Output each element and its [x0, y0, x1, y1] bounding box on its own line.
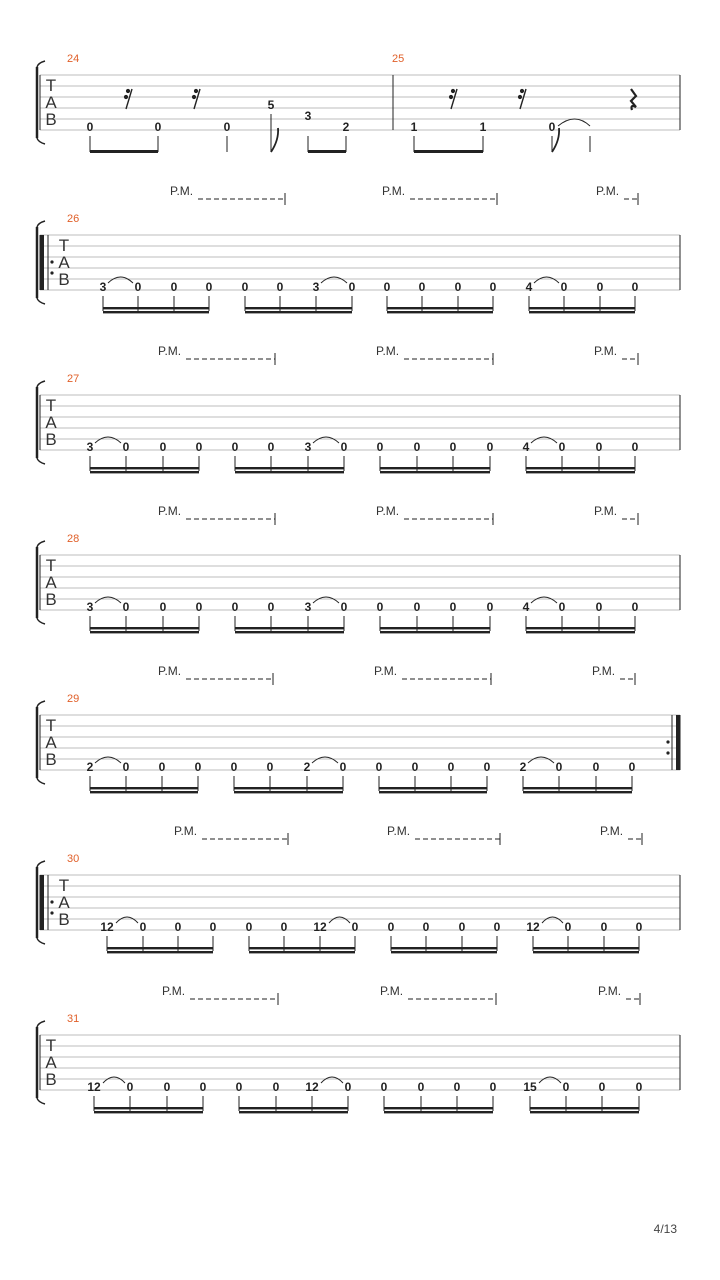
- note-beam: [526, 631, 635, 633]
- fret-number: 0: [267, 440, 275, 454]
- note-beam: [103, 311, 209, 313]
- fret-number: 0: [205, 280, 213, 294]
- note-beam: [239, 1107, 348, 1109]
- fret-number: 0: [241, 280, 249, 294]
- tab-clef-letter: T: [45, 396, 57, 415]
- note-beam: [234, 791, 343, 793]
- tie-arc: [312, 757, 338, 763]
- note-beam: [90, 627, 199, 629]
- note-beam: [90, 467, 199, 469]
- tab-clef-letter: A: [45, 93, 57, 112]
- fret-number: 0: [339, 760, 347, 774]
- rest-flag-dot: [518, 95, 522, 99]
- note-beam: [239, 1111, 348, 1113]
- palm-mute-label: P.M.: [376, 504, 400, 518]
- fret-number: 0: [351, 920, 359, 934]
- fret-number: 0: [418, 280, 426, 294]
- sixteenth-rest: [192, 89, 200, 109]
- fret-number: 12: [87, 1080, 101, 1094]
- fret-number: 0: [489, 1080, 497, 1094]
- fret-number: 12: [100, 920, 114, 934]
- palm-mute-label: P.M.: [592, 664, 616, 678]
- note-beam: [379, 791, 487, 793]
- fret-number: 0: [230, 760, 238, 774]
- note-beam: [235, 467, 344, 469]
- fret-number: 1: [410, 120, 418, 134]
- note-beam: [387, 311, 493, 313]
- fret-number: 12: [305, 1080, 319, 1094]
- fret-number: 0: [453, 1080, 461, 1094]
- fret-number: 3: [304, 600, 312, 614]
- fret-number: 0: [417, 1080, 425, 1094]
- rest-flag-dot: [520, 89, 524, 93]
- note-beam: [94, 1111, 203, 1113]
- note-beam: [533, 951, 639, 953]
- fret-number: 0: [562, 1080, 570, 1094]
- fret-number: 0: [595, 600, 603, 614]
- fret-number: 0: [340, 600, 348, 614]
- palm-mute-label: P.M.: [158, 664, 182, 678]
- fret-number: 0: [272, 1080, 280, 1094]
- tab-clef-letter: B: [45, 430, 57, 449]
- rest-flag-dot: [192, 95, 196, 99]
- palm-mute-label: P.M.: [174, 824, 198, 838]
- fret-number: 0: [195, 600, 203, 614]
- fret-number: 0: [209, 920, 217, 934]
- tie-arc: [329, 917, 350, 923]
- fret-number: 0: [170, 280, 178, 294]
- tab-clef-letter: T: [58, 236, 70, 255]
- measure-number: 28: [67, 533, 80, 545]
- fret-number: 0: [383, 280, 391, 294]
- fret-number: 0: [631, 440, 639, 454]
- fret-number: 0: [635, 1080, 643, 1094]
- fret-number: 0: [348, 280, 356, 294]
- fret-number: 0: [422, 920, 430, 934]
- tab-clef-letter: B: [58, 270, 70, 289]
- fret-number: 0: [280, 920, 288, 934]
- note-beam: [380, 471, 490, 473]
- rest-flag-dot: [451, 89, 455, 93]
- tab-clef-letter: A: [45, 1053, 57, 1072]
- fret-number: 0: [159, 440, 167, 454]
- palm-mute-label: P.M.: [170, 184, 194, 198]
- note-beam: [234, 787, 343, 789]
- bracket-curl: [37, 778, 45, 784]
- fret-number: 0: [344, 1080, 352, 1094]
- tie-arc: [95, 757, 121, 763]
- note-beam: [380, 467, 490, 469]
- note-flag: [271, 128, 278, 152]
- note-beam: [529, 307, 635, 309]
- fret-number: 0: [413, 440, 421, 454]
- note-beam: [107, 951, 213, 953]
- bracket-curl: [37, 61, 45, 67]
- fret-number: 0: [387, 920, 395, 934]
- note-beam: [94, 1107, 203, 1109]
- palm-mute-label: P.M.: [162, 984, 186, 998]
- palm-mute-label: P.M.: [158, 344, 182, 358]
- fret-number: 5: [267, 98, 275, 112]
- tie-arc: [534, 277, 559, 283]
- measure-number: 24: [67, 53, 80, 65]
- tie-arc: [95, 597, 121, 603]
- bracket-curl: [37, 138, 45, 144]
- fret-number: 0: [376, 440, 384, 454]
- bracket-curl: [37, 618, 45, 624]
- bracket-curl: [37, 458, 45, 464]
- fret-number: 0: [486, 600, 494, 614]
- fret-number: 3: [304, 440, 312, 454]
- sixteenth-rest: [124, 89, 132, 109]
- quarter-rest: [631, 89, 636, 110]
- bracket-curl: [37, 541, 45, 547]
- fret-number: 0: [631, 280, 639, 294]
- fret-number: 0: [122, 760, 130, 774]
- palm-mute-label: P.M.: [374, 664, 398, 678]
- tab-clef-letter: A: [45, 573, 57, 592]
- bracket-curl: [37, 701, 45, 707]
- bracket-curl: [37, 861, 45, 867]
- fret-number: 0: [276, 280, 284, 294]
- fret-number: 0: [245, 920, 253, 934]
- note-beam: [90, 471, 199, 473]
- note-beam: [235, 471, 344, 473]
- note-beam: [107, 947, 213, 949]
- repeat-dot: [666, 751, 669, 754]
- fret-number: 0: [159, 600, 167, 614]
- fret-number: 3: [304, 109, 312, 123]
- fret-number: 0: [86, 120, 94, 134]
- palm-mute-label: P.M.: [598, 984, 622, 998]
- fret-number: 0: [483, 760, 491, 774]
- note-beam: [249, 951, 355, 953]
- note-beam: [526, 627, 635, 629]
- repeat-start-thick-bar: [40, 875, 44, 930]
- fret-number: 0: [139, 920, 147, 934]
- fret-number: 1: [479, 120, 487, 134]
- palm-mute-label: P.M.: [158, 504, 182, 518]
- palm-mute-label: P.M.: [382, 184, 406, 198]
- fret-number: 0: [231, 600, 239, 614]
- palm-mute-label: P.M.: [376, 344, 400, 358]
- bracket-curl: [37, 1098, 45, 1104]
- palm-mute-label: P.M.: [596, 184, 620, 198]
- tie-arc: [103, 1077, 125, 1083]
- fret-number: 0: [380, 1080, 388, 1094]
- palm-mute-label: P.M.: [594, 504, 618, 518]
- fret-number: 0: [158, 760, 166, 774]
- measure-number: 25: [392, 53, 405, 65]
- fret-number: 12: [526, 920, 540, 934]
- note-beam: [391, 951, 497, 953]
- note-beam: [103, 307, 209, 309]
- palm-mute-label: P.M.: [387, 824, 411, 838]
- bracket-curl: [37, 381, 45, 387]
- note-beam: [90, 791, 198, 793]
- bracket-curl: [37, 1021, 45, 1027]
- measure-number: 31: [67, 1013, 80, 1025]
- note-beam: [523, 787, 632, 789]
- repeat-start-thick-bar: [40, 235, 44, 290]
- tie-arc: [321, 277, 347, 283]
- repeat-end-thick-bar: [676, 715, 680, 770]
- fret-number: 0: [231, 440, 239, 454]
- tie-arc: [558, 119, 590, 126]
- fret-number: 0: [555, 760, 563, 774]
- note-beam: [380, 627, 490, 629]
- fret-number: 0: [235, 1080, 243, 1094]
- fret-number: 0: [163, 1080, 171, 1094]
- fret-number: 0: [548, 120, 556, 134]
- fret-number: 0: [194, 760, 202, 774]
- fret-number: 0: [592, 760, 600, 774]
- tie-arc: [313, 597, 339, 603]
- fret-number: 3: [86, 440, 94, 454]
- fret-number: 0: [449, 600, 457, 614]
- fret-number: 0: [340, 440, 348, 454]
- sixteenth-rest: [449, 89, 457, 109]
- tab-clef-letter: A: [58, 253, 70, 272]
- measure-number: 30: [67, 853, 80, 865]
- note-beam: [530, 1111, 639, 1113]
- fret-number: 0: [635, 920, 643, 934]
- note-beam: [235, 627, 344, 629]
- fret-number: 0: [598, 1080, 606, 1094]
- tie-arc: [116, 917, 138, 923]
- rest-flag-dot: [194, 89, 198, 93]
- note-beam: [387, 307, 493, 309]
- palm-mute-label: P.M.: [594, 344, 618, 358]
- fret-number: 0: [223, 120, 231, 134]
- fret-number: 0: [266, 760, 274, 774]
- fret-number: 0: [375, 760, 383, 774]
- fret-number: 2: [519, 760, 527, 774]
- page-indicator: 4/13: [653, 1222, 677, 1236]
- fret-number: 0: [126, 1080, 134, 1094]
- tie-arc: [321, 1077, 343, 1083]
- tab-clef-letter: B: [58, 910, 70, 929]
- fret-number: 4: [522, 600, 530, 614]
- fret-number: 3: [99, 280, 107, 294]
- fret-number: 0: [458, 920, 466, 934]
- repeat-dot: [50, 260, 53, 263]
- fret-number: 0: [134, 280, 142, 294]
- tab-clef-letter: B: [45, 1070, 57, 1089]
- tab-clef-letter: A: [45, 733, 57, 752]
- note-beam: [526, 471, 635, 473]
- repeat-dot: [50, 911, 53, 914]
- tab-clef-letter: B: [45, 750, 57, 769]
- fret-number: 0: [560, 280, 568, 294]
- fret-number: 0: [449, 440, 457, 454]
- fret-number: 3: [312, 280, 320, 294]
- sixteenth-rest: [518, 89, 526, 109]
- note-beam: [235, 631, 344, 633]
- fret-number: 0: [454, 280, 462, 294]
- note-beam: [249, 947, 355, 949]
- fret-number: 0: [558, 440, 566, 454]
- rest-flag-dot: [124, 95, 128, 99]
- measure-number: 27: [67, 373, 80, 385]
- note-beam: [245, 307, 352, 309]
- note-beam: [90, 631, 199, 633]
- fret-number: 2: [342, 120, 350, 134]
- fret-number: 0: [174, 920, 182, 934]
- fret-number: 0: [564, 920, 572, 934]
- fret-number: 0: [447, 760, 455, 774]
- rest-flag-dot: [126, 89, 130, 93]
- fret-number: 0: [122, 440, 130, 454]
- tie-arc: [313, 437, 339, 443]
- tab-clef-letter: T: [45, 556, 57, 575]
- note-beam: [414, 150, 483, 153]
- repeat-dot: [50, 271, 53, 274]
- note-beam: [384, 1111, 493, 1113]
- fret-number: 4: [525, 280, 533, 294]
- note-beam: [391, 947, 497, 949]
- note-beam: [530, 1107, 639, 1109]
- repeat-dot: [50, 900, 53, 903]
- fret-number: 0: [600, 920, 608, 934]
- fret-number: 0: [413, 600, 421, 614]
- rest-flag-dot: [449, 95, 453, 99]
- note-beam: [380, 631, 490, 633]
- fret-number: 0: [595, 440, 603, 454]
- fret-number: 0: [376, 600, 384, 614]
- tie-arc: [528, 757, 554, 763]
- fret-number: 4: [522, 440, 530, 454]
- fret-number: 2: [86, 760, 94, 774]
- measure-number: 26: [67, 213, 80, 225]
- fret-number: 0: [122, 600, 130, 614]
- note-beam: [384, 1107, 493, 1109]
- fret-number: 15: [523, 1080, 537, 1094]
- note-beam: [90, 787, 198, 789]
- tie-arc: [531, 437, 557, 443]
- tie-arc: [95, 437, 121, 443]
- fret-number: 0: [631, 600, 639, 614]
- repeat-dot: [666, 740, 669, 743]
- tab-clef-letter: A: [58, 893, 70, 912]
- fret-number: 0: [195, 440, 203, 454]
- tie-arc: [531, 597, 557, 603]
- tab-clef-letter: T: [45, 1036, 57, 1055]
- tie-arc: [539, 1077, 561, 1083]
- bracket-curl: [37, 298, 45, 304]
- palm-mute-label: P.M.: [600, 824, 624, 838]
- bracket-curl: [37, 221, 45, 227]
- note-beam: [523, 791, 632, 793]
- tie-arc: [108, 277, 133, 283]
- fret-number: 0: [154, 120, 162, 134]
- fret-number: 0: [493, 920, 501, 934]
- fret-number: 0: [628, 760, 636, 774]
- note-beam: [90, 150, 158, 153]
- fret-number: 3: [86, 600, 94, 614]
- note-beam: [529, 311, 635, 313]
- fret-number: 0: [267, 600, 275, 614]
- fret-number: 0: [411, 760, 419, 774]
- measure-number: 29: [67, 693, 80, 705]
- tab-clef-letter: T: [58, 876, 70, 895]
- palm-mute-label: P.M.: [380, 984, 404, 998]
- fret-number: 0: [199, 1080, 207, 1094]
- note-beam: [308, 150, 346, 153]
- note-beam: [526, 467, 635, 469]
- fret-number: 0: [486, 440, 494, 454]
- tie-arc: [542, 917, 563, 923]
- fret-number: 0: [558, 600, 566, 614]
- note-beam: [379, 787, 487, 789]
- tab-clef-letter: A: [45, 413, 57, 432]
- fret-number: 2: [303, 760, 311, 774]
- tab-clef-letter: T: [45, 76, 57, 95]
- note-beam: [533, 947, 639, 949]
- tab-clef-letter: T: [45, 716, 57, 735]
- fret-number: 12: [313, 920, 327, 934]
- note-beam: [245, 311, 352, 313]
- bracket-curl: [37, 938, 45, 944]
- tab-clef-letter: B: [45, 590, 57, 609]
- tab-clef-letter: B: [45, 110, 57, 129]
- fret-number: 0: [489, 280, 497, 294]
- fret-number: 0: [596, 280, 604, 294]
